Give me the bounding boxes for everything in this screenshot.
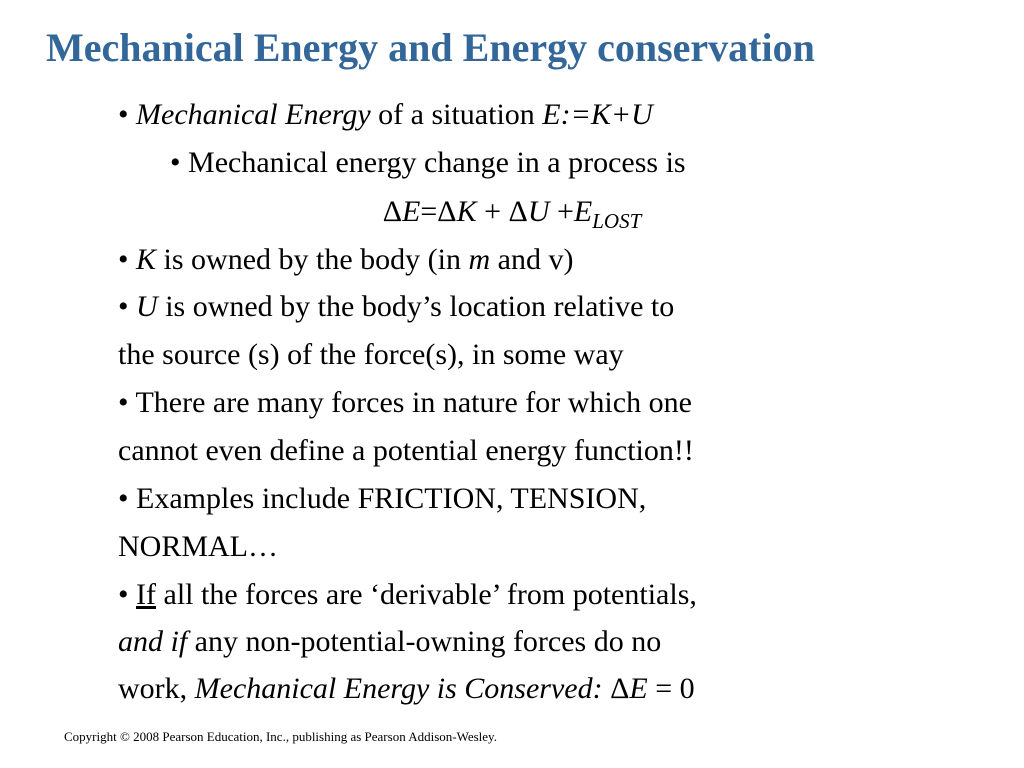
bullet-glyph: •	[118, 482, 129, 515]
bullet-kinetic-energy: • K is owned by the body (in m and v)	[118, 243, 574, 276]
potential-energy-continuation: the source (s) of the force(s), in some way	[118, 338, 624, 371]
energy-change-text: Mechanical energy change in a process is	[180, 146, 686, 179]
conservation-conclusion: work, Mechanical Energy is Conserved: ΔE = 0	[118, 672, 695, 705]
non-potential-forces-continuation: cannot even define a potential energy function!!	[118, 434, 694, 467]
energy-change-formula: $\Delta E=\Delta K + \Delta U +E_{LOST}$	[382, 195, 642, 233]
bullet-glyph: •	[118, 578, 129, 611]
bullet-conservation-condition: • If all the forces are ‘derivable’ from potentials,	[118, 578, 697, 611]
bullet-potential-energy: • U is owned by the body’s location relative to	[118, 290, 675, 323]
sub-bullet-energy-change	[170, 143, 686, 183]
bullet-glyph: •	[170, 146, 181, 179]
term-mechanical-energy: Mechanical Energy	[136, 98, 371, 131]
slide-title: Mechanical Energy and Energy conservation	[46, 25, 815, 70]
examples-continuation: NORMAL…	[118, 530, 279, 563]
copyright-footer: Copyright © 2008 Pearson Education, Inc., publishing as Pearson Addison-Wesley.	[64, 729, 497, 744]
bullet-glyph: •	[118, 243, 129, 276]
bullet-glyph: •	[118, 386, 129, 419]
bullet-examples: • Examples include FRICTION, TENSION,	[118, 482, 647, 515]
bullet-glyph: •	[118, 290, 129, 323]
conservation-condition-continuation: and if any non-potential-owning forces do no	[118, 625, 662, 658]
formula-e-equals-k-plus-u: E:=K+U	[542, 98, 653, 131]
bullet-glyph: •	[118, 98, 129, 131]
bullet-non-potential-forces: • There are many forces in nature for which one	[118, 386, 692, 419]
bullet-mechanical-energy-definition	[118, 95, 653, 135]
definition-text: of a situation	[370, 98, 543, 131]
